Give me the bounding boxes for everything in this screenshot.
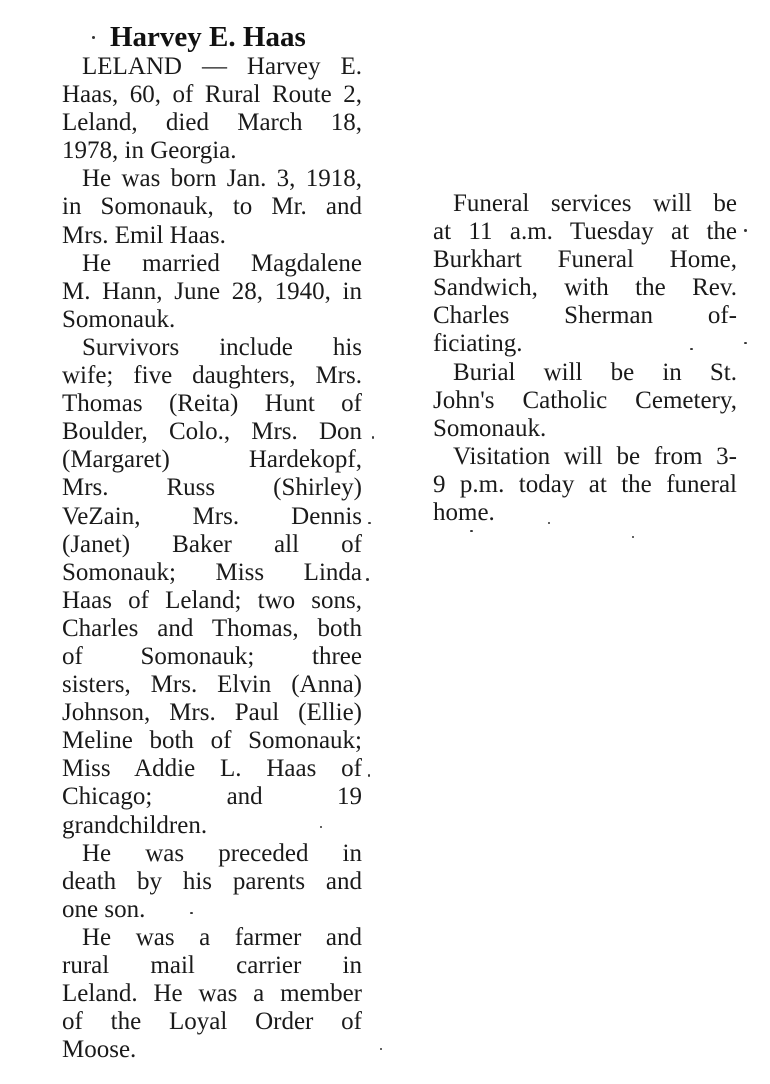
obituary-text-line: Survivors include his — [82, 333, 362, 361]
obituary-text-line: (Margaret) Hardekopf, — [62, 446, 362, 474]
obituary-text-line: He was born Jan. 3, 1918, — [82, 165, 362, 193]
obituary-text-line: 9 p.m. today at the funeral — [433, 470, 737, 498]
print-speck — [372, 436, 374, 439]
obituary-text-line: Charles and Thomas, both — [62, 614, 362, 642]
obituary-right-column — [433, 190, 737, 527]
obituary-text-line: Moose. — [62, 1036, 137, 1064]
obituary-text-line: grandchildren. — [62, 811, 208, 839]
print-speck — [92, 36, 95, 39]
obituary-text-line: Thomas (Reita) Hunt of — [62, 390, 362, 418]
obituary-text-line: Burkhart Funeral Home, — [433, 246, 737, 274]
obituary-text-line: Burial will be in St. — [453, 358, 737, 386]
obituary-text-line: ficiating. — [433, 330, 523, 358]
obituary-text-line: Mrs. Russ (Shirley) — [62, 474, 362, 502]
obituary-text-line: He was preceded in — [82, 839, 362, 867]
obituary-text-line: at 11 a.m. Tuesday at the — [433, 218, 737, 246]
obituary-text-line: Somonauk; Miss Linda — [62, 558, 362, 586]
obituary-text-line: LELAND — Harvey E. — [82, 53, 362, 80]
print-speck — [548, 522, 550, 524]
print-speck — [368, 522, 371, 524]
obituary-text-line: Charles Sherman of- — [433, 302, 737, 330]
print-speck — [190, 912, 193, 914]
obituary-text-line: Leland, died March 18, — [62, 109, 362, 137]
obituary-text-line: in Somonauk, to Mr. and — [62, 193, 362, 221]
print-speck — [690, 348, 693, 350]
obituary-text-line: Haas, 60, of Rural Route 2, — [62, 81, 362, 109]
obituary-text-line: Visitation will be from 3- — [453, 442, 737, 470]
obituary-text-line: sisters, Mrs. Elvin (Anna) — [62, 671, 362, 699]
obituary-text-line: Somonauk. — [62, 305, 176, 333]
obituary-text-line: Sandwich, with the Rev. — [433, 274, 737, 302]
print-speck — [320, 826, 322, 828]
obituary-text-line: Funeral services will be — [453, 190, 737, 217]
print-speck — [632, 536, 634, 538]
obituary-text-line: home. — [433, 499, 495, 527]
obituary-text-line: John's Catholic Cemetery, — [433, 386, 737, 414]
print-speck — [380, 1048, 382, 1050]
obituary-left-column — [62, 53, 362, 1064]
obituary-text-line: of Somonauk; three — [62, 642, 362, 670]
obituary-text-line: M. Hann, June 28, 1940, in — [62, 277, 362, 305]
print-speck — [368, 774, 370, 777]
obituary-text-line: Somonauk. — [433, 414, 547, 442]
obituary-text-line: VeZain, Mrs. Dennis — [62, 502, 362, 530]
print-speck — [744, 229, 747, 232]
obituary-text-line: Mrs. Emil Haas. — [62, 221, 226, 249]
obituary-text-line: wife; five daughters, Mrs. — [62, 362, 362, 390]
print-speck — [366, 578, 369, 581]
obituary-text-line: 1978, in Georgia. — [62, 137, 237, 165]
obituary-text-line: He was a farmer and — [82, 923, 362, 951]
print-speck — [744, 342, 747, 344]
obituary-text-line: one son. — [62, 895, 146, 923]
obituary-text-line: death by his parents and — [62, 867, 362, 895]
obituary-text-line: Leland. He was a member — [62, 980, 362, 1008]
obituary-text-line: Johnson, Mrs. Paul (Ellie) — [62, 699, 362, 727]
obituary-text-line: Miss Addie L. Haas of — [62, 755, 362, 783]
obituary-text-line: Haas of Leland; two sons, — [62, 586, 362, 614]
obituary-text-line: (Janet) Baker all of — [62, 530, 362, 558]
obituary-text-line: of the Loyal Order of — [62, 1008, 362, 1036]
print-speck — [470, 530, 473, 532]
obituary-text-line: rural mail carrier in — [62, 952, 362, 979]
obituary-headline: Harvey E. Haas — [110, 21, 306, 53]
obituary-text-line: Boulder, Colo., Mrs. Don — [62, 418, 362, 446]
obituary-text-line: Chicago; and 19 — [62, 783, 362, 811]
obituary-text-line: Meline both of Somonauk; — [62, 727, 362, 755]
obituary-text-line: He married Magdalene — [82, 249, 362, 277]
